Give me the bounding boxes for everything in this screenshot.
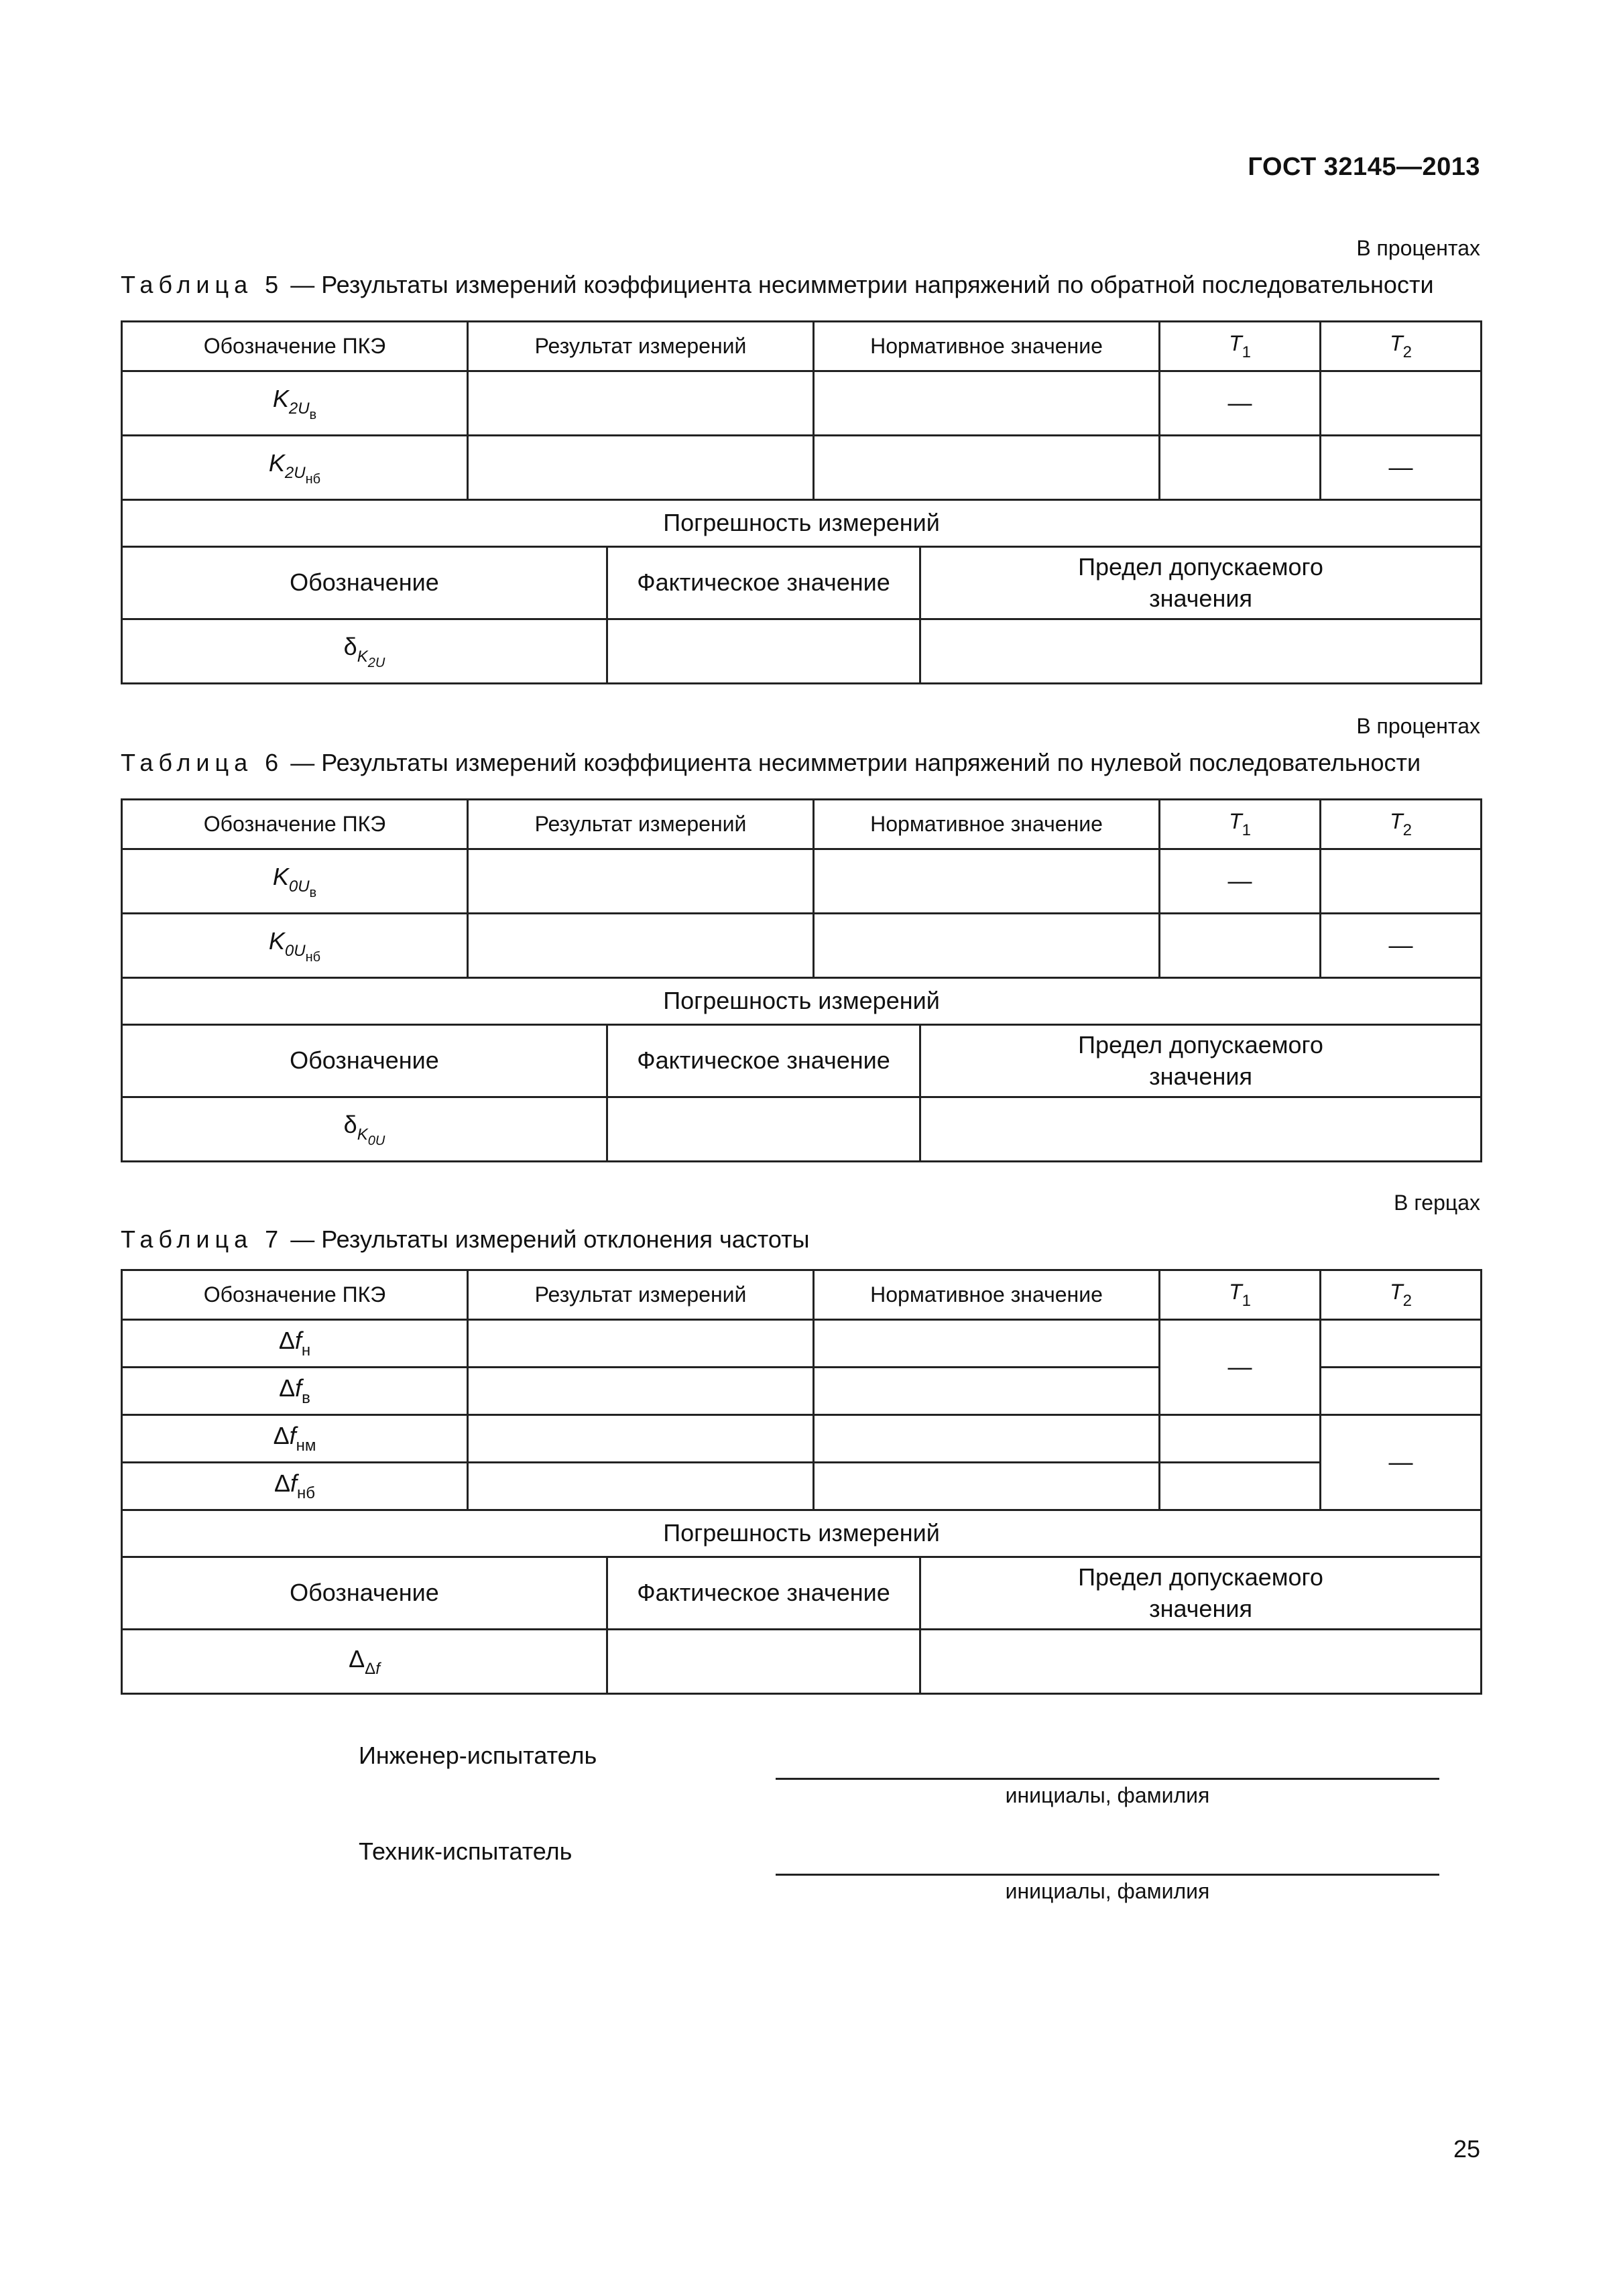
table5-result-cell[interactable]: [468, 371, 814, 436]
table7-caption: [121, 1225, 1480, 1254]
table6-err-limit-cell[interactable]: [920, 1097, 1482, 1162]
table7-col-t1: $T_1$: [1160, 1270, 1321, 1320]
table6-sym-k0u-nb: $K_{0U_{нб}}$: [122, 914, 468, 978]
table6-t2-cell[interactable]: [1321, 849, 1482, 914]
table-row: [122, 436, 1482, 500]
table5-normative-cell[interactable]: [814, 436, 1160, 500]
table7-result-cell[interactable]: [468, 1368, 814, 1415]
table7-error-title: Погрешность измерений: [122, 1510, 1482, 1557]
table7-err-actual: Фактическое значение: [607, 1557, 920, 1630]
table7-units: В герцах: [1394, 1191, 1480, 1215]
table6-caption: [121, 749, 1480, 777]
table5-err-actual: Фактическое значение: [607, 547, 920, 619]
table7-normative-cell[interactable]: [814, 1320, 1160, 1368]
table5-err-limit-cell[interactable]: [920, 619, 1482, 684]
table5-col-normative: Нормативное значение: [814, 322, 1160, 371]
table5-result-cell[interactable]: [468, 436, 814, 500]
table7-t1-cell[interactable]: [1160, 1415, 1321, 1463]
table7-err-designation: Обозначение: [122, 1557, 607, 1630]
table-row: [122, 371, 1482, 436]
table7-t2-cell[interactable]: [1321, 1320, 1482, 1368]
table-row: [122, 1320, 1482, 1368]
table5-caption: [121, 271, 1480, 299]
table5-err-limit: Предел допускаемого значения: [920, 547, 1482, 619]
table7-normative-cell[interactable]: [814, 1463, 1160, 1510]
table7-result-cell[interactable]: [468, 1320, 814, 1368]
engineer-label: Инженер-испытатель: [359, 1742, 597, 1769]
technician-hint: инициалы, фамилия: [1005, 1879, 1210, 1903]
table7-sym-df-nb: $\Delta f_{нб}$: [122, 1463, 468, 1510]
table7-t2-cell[interactable]: [1321, 1368, 1482, 1415]
table6-col-designation: Обозначение ПКЭ: [122, 800, 468, 849]
table7-t1-dash: —: [1160, 1320, 1321, 1415]
table6-normative-cell[interactable]: [814, 914, 1160, 978]
table-row: [122, 619, 1482, 684]
table7-result-cell[interactable]: [468, 1415, 814, 1463]
table7-t2-dash: —: [1321, 1415, 1482, 1510]
table6-t1-cell[interactable]: [1160, 914, 1321, 978]
table7-sym-df-n: $\Delta f_н$: [122, 1320, 468, 1368]
table7-err-limit-cell[interactable]: [920, 1630, 1482, 1694]
table6-t1-dash: —: [1160, 849, 1321, 914]
table5-t2-dash: —: [1321, 436, 1482, 500]
table7-err-actual-cell[interactable]: [607, 1630, 920, 1694]
table5: [121, 320, 1482, 684]
table7-caption-text: — Результаты измерений отклонения частоты: [284, 1225, 810, 1253]
table-row: [122, 1463, 1482, 1510]
table6-err-limit: Предел допускаемого значения: [920, 1025, 1482, 1097]
table6-err-sym: $\delta_{K_{0U}}$: [122, 1097, 607, 1162]
table5-err-sym: $\delta_{K_{2U}}$: [122, 619, 607, 684]
table6-caption-text: — Результаты измерений коэффициента несимметрии напряжений по нулевой последовательности: [284, 749, 1421, 776]
table6-sym-k0u-v: $K_{0U_в}$: [122, 849, 468, 914]
table6-units: В процентах: [1356, 714, 1480, 738]
table6-col-normative: Нормативное значение: [814, 800, 1160, 849]
table6-normative-cell[interactable]: [814, 849, 1160, 914]
table5-t1-cell[interactable]: [1160, 436, 1321, 500]
table5-sym-k2u-v: $K_{2U_в}$: [122, 371, 468, 436]
table5-caption-text: — Результаты измерений коэффициента несимметрии напряжений по обратной последовательности: [284, 271, 1434, 298]
table6-col-t1: $T_1$: [1160, 800, 1321, 849]
table7-col-t2: $T_2$: [1321, 1270, 1482, 1320]
table6-result-cell[interactable]: [468, 914, 814, 978]
table7: [121, 1269, 1482, 1695]
table7-caption-label: Таблица 7: [121, 1225, 284, 1253]
table5-t1-dash: —: [1160, 371, 1321, 436]
table5-col-result: Результат измерений: [468, 322, 814, 371]
technician-signature-line[interactable]: [776, 1874, 1439, 1876]
table5-caption-label: Таблица 5: [121, 271, 284, 298]
table5-error-title: Погрешность измерений: [122, 500, 1482, 547]
table5-col-t1: $T_1$: [1160, 322, 1321, 371]
table5-normative-cell[interactable]: [814, 371, 1160, 436]
table-row: [122, 849, 1482, 914]
table7-t1-cell[interactable]: [1160, 1463, 1321, 1510]
table7-col-designation: Обозначение ПКЭ: [122, 1270, 468, 1320]
table5-col-t2: $T_2$: [1321, 322, 1482, 371]
table7-col-result: Результат измерений: [468, 1270, 814, 1320]
table7-sym-df-v: $\Delta f_в$: [122, 1368, 468, 1415]
table5-t2-cell[interactable]: [1321, 371, 1482, 436]
table7-result-cell[interactable]: [468, 1463, 814, 1510]
table6-caption-label: Таблица 6: [121, 749, 284, 776]
table7-col-normative: Нормативное значение: [814, 1270, 1160, 1320]
table6-err-actual-cell[interactable]: [607, 1097, 920, 1162]
table5-sym-k2u-nb: $K_{2U_{нб}}$: [122, 436, 468, 500]
table5-err-designation: Обозначение: [122, 547, 607, 619]
table6-result-cell[interactable]: [468, 849, 814, 914]
table5-col-designation: Обозначение ПКЭ: [122, 322, 468, 371]
table7-err-limit: Предел допускаемого значения: [920, 1557, 1482, 1630]
table6-error-title: Погрешность измерений: [122, 978, 1482, 1025]
table-row: [122, 914, 1482, 978]
table6: [121, 798, 1482, 1162]
engineer-signature-line[interactable]: [776, 1778, 1439, 1780]
table6-col-t2: $T_2$: [1321, 800, 1482, 849]
table6-err-designation: Обозначение: [122, 1025, 607, 1097]
table7-sym-df-nm: $\Delta f_{нм}$: [122, 1415, 468, 1463]
table6-col-result: Результат измерений: [468, 800, 814, 849]
technician-label: Техник-испытатель: [359, 1837, 573, 1865]
table7-normative-cell[interactable]: [814, 1415, 1160, 1463]
table5-err-actual-cell[interactable]: [607, 619, 920, 684]
engineer-hint: инициалы, фамилия: [1005, 1783, 1210, 1807]
table6-err-actual: Фактическое значение: [607, 1025, 920, 1097]
table-row: [122, 1097, 1482, 1162]
table7-normative-cell[interactable]: [814, 1368, 1160, 1415]
document-header: ГОСТ 32145—2013: [1248, 153, 1480, 181]
table5-units: В процентах: [1356, 236, 1480, 260]
table6-t2-dash: —: [1321, 914, 1482, 978]
page-number: 25: [1453, 2135, 1480, 2163]
table-row: [122, 1415, 1482, 1463]
table7-err-sym: $\Delta_{\Delta f}$: [122, 1630, 607, 1694]
table-row: [122, 1630, 1482, 1694]
